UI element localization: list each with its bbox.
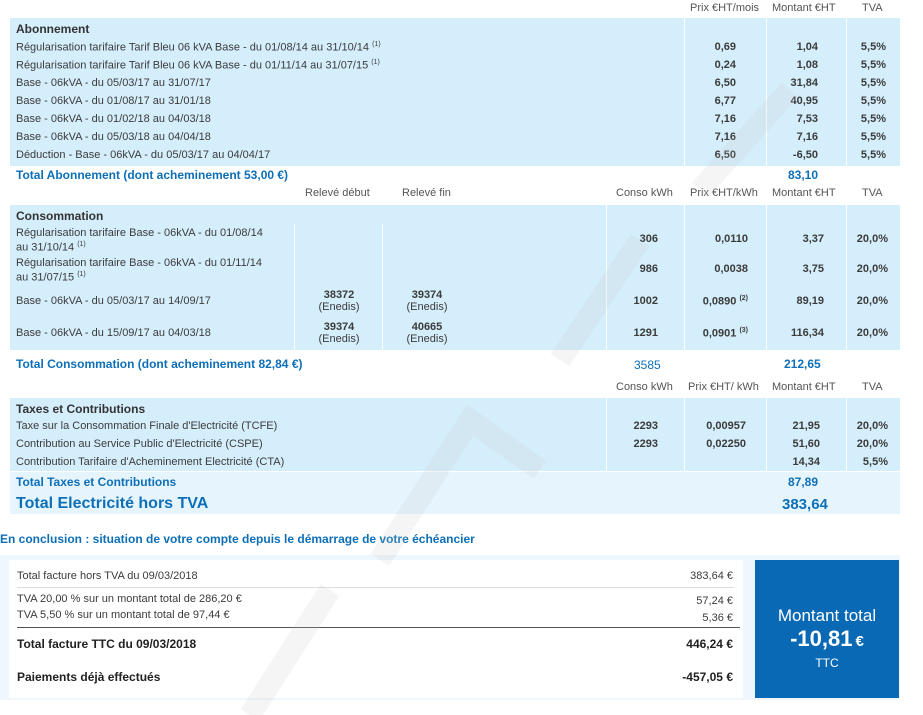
- header-montant-taxes: Montant €HT: [772, 381, 836, 393]
- consommation-row-releve-debut: [296, 289, 382, 313]
- consommation-row-montant: 116,34: [790, 327, 824, 339]
- abonnement-row-prix: 7,16: [714, 131, 736, 143]
- abonnement-row-text: Base - 06kVA - du 05/03/18 au 04/04/18: [16, 131, 211, 143]
- releve-fin-value: 39374: [411, 289, 443, 301]
- releve-fin-source: (Enedis): [406, 301, 448, 313]
- abonnement-row-tva: 5,5%: [860, 95, 886, 107]
- consommation-row-tva: 20,0%: [856, 263, 888, 275]
- abonnement-row-label: [16, 131, 211, 143]
- abonnement-row-montant: 1,04: [796, 41, 818, 53]
- conclusion-ttc-label: Total facture TTC du 09/03/2018: [17, 637, 197, 651]
- abonnement-row-label: [16, 77, 211, 89]
- taxes-title: Taxes et Contributions: [16, 402, 146, 416]
- taxes-row-tva: 20,0%: [856, 420, 888, 432]
- header-montant: Montant €HT: [772, 2, 836, 14]
- taxes-total-label: Total Taxes et Contributions: [16, 475, 177, 489]
- consommation-total-value: 212,65: [784, 357, 821, 371]
- consommation-row-note: (1): [77, 241, 86, 248]
- consommation-row-text2: au 31/07/15: [16, 271, 75, 284]
- abonnement-row-tva: 5,5%: [860, 149, 886, 161]
- abonnement-row-prix: 6,50: [714, 77, 736, 89]
- header-prix-mois: Prix €HT/mois: [690, 2, 760, 14]
- abonnement-row-label: [16, 59, 380, 72]
- consommation-row-conso: 1291: [633, 327, 658, 339]
- abonnement-row-tva: 5,5%: [860, 41, 886, 53]
- abonnement-row-montant: -6,50: [792, 149, 818, 161]
- abonnement-total-label: Total Abonnement (dont acheminement 53,00 €): [16, 168, 289, 182]
- taxes-row-tva: 5,5%: [862, 456, 888, 468]
- abonnement-row-text: Déduction - Base - 06kVA - du 05/03/17 au 04/04/17: [16, 149, 271, 161]
- abonnement-title: Abonnement: [16, 22, 90, 36]
- consommation-row-conso: 1002: [633, 295, 658, 307]
- montant-total-title: Montant total: [777, 606, 877, 625]
- header-prix-kwh: Prix €HT/kWh: [690, 187, 758, 199]
- montant-total-amount-line: [755, 626, 899, 652]
- consommation-row-tva: 20,0%: [856, 327, 888, 339]
- consommation-total-conso: 3585: [634, 358, 661, 372]
- abonnement-row-text: Régularisation tarifaire Tarif Bleu 06 kVA Base - du 01/11/14 au 31/07/15: [16, 59, 369, 72]
- header-tva-taxes: TVA: [862, 381, 883, 393]
- abonnement-row-montant: 31,84: [790, 77, 818, 89]
- consommation-row-prix: [686, 295, 748, 308]
- abonnement-row-prix: 6,77: [714, 95, 736, 107]
- consommation-row-prix-value: 0,0110: [714, 233, 748, 245]
- taxes-row-label: Taxe sur la Consommation Finale d'Electricité (TCFE): [16, 420, 278, 432]
- consommation-row-conso: 986: [639, 263, 658, 275]
- taxes-row-montant: 14,34: [792, 456, 820, 468]
- abonnement-total-value: 83,10: [788, 168, 819, 182]
- conclusion-row-tva20-value: 57,24 €: [696, 595, 733, 607]
- abonnement-row-note: (1): [372, 41, 381, 48]
- consommation-row-prix-note: (3): [739, 327, 748, 334]
- consommation-total-label: Total Consommation (dont acheminement 82,84 €): [16, 357, 303, 371]
- taxes-row-montant: 51,60: [792, 438, 820, 450]
- header-releve-fin: Relevé fin: [402, 187, 451, 199]
- consommation-row-montant: 3,75: [802, 263, 824, 275]
- taxes-row-label: Contribution Tarifaire d'Acheminement Electricité (CTA): [16, 456, 285, 468]
- taxes-row-label: Contribution au Service Public d'Electricité (CSPE): [16, 438, 263, 450]
- montant-total-amount: -10,81: [790, 626, 853, 651]
- consommation-row-prix: [686, 263, 748, 275]
- abonnement-row-note: (1): [371, 59, 380, 66]
- abonnement-row-text: Régularisation tarifaire Tarif Bleu 06 kVA Base - du 01/08/14 au 31/10/14: [16, 41, 370, 54]
- conclusion-row-tva55-value: 5,36 €: [702, 612, 733, 624]
- conclusion-row-tva55-label: TVA 5,50 % sur un montant total de 97,44 €: [17, 609, 230, 621]
- header-conso-taxes: Conso kWh: [616, 381, 673, 393]
- conclusion-heading: En conclusion : situation de votre compte depuis le démarrage de votre échéancier: [0, 532, 475, 546]
- taxes-row-prix: 0,02250: [706, 438, 746, 450]
- header-releve-debut: Relevé début: [305, 187, 370, 199]
- header-conso: Conso kWh: [616, 187, 673, 199]
- montant-total-box: [755, 560, 899, 698]
- consommation-row-prix-value: 0,0890: [702, 295, 737, 308]
- header-tva: TVA: [862, 2, 883, 14]
- abonnement-row-text: Base - 06kVA - du 01/02/18 au 04/03/18: [16, 113, 211, 125]
- abonnement-row-prix: 0,69: [714, 41, 736, 53]
- consommation-row-prix-note: (2): [739, 295, 748, 302]
- taxes-row-prix: 0,00957: [706, 420, 746, 432]
- abonnement-row-label: [16, 113, 211, 125]
- consommation-row-releve-debut: [296, 321, 382, 345]
- consommation-row-tva: 20,0%: [856, 295, 888, 307]
- taxes-row-tva: 20,0%: [856, 438, 888, 450]
- consommation-row-conso: 306: [639, 233, 658, 245]
- taxes-row-conso: 2293: [633, 438, 658, 450]
- conclusion-ttc-value: 446,24 €: [686, 637, 733, 651]
- taxes-row-montant: 21,95: [792, 420, 820, 432]
- conclusion-paiements-label: Paiements déjà effectués: [17, 670, 161, 684]
- abonnement-row-tva: 5,5%: [860, 59, 886, 71]
- montant-total-suffix: TTC: [815, 656, 839, 670]
- header-montant-conso: Montant €HT: [772, 187, 836, 199]
- abonnement-row-label: [16, 41, 381, 54]
- consommation-row-text: Régularisation tarifaire Base - 06kVA - du 01/08/14: [16, 227, 263, 239]
- abonnement-row-prix: 7,16: [714, 113, 736, 125]
- consommation-title: Consommation: [16, 209, 104, 223]
- consommation-row-releve-fin: [384, 289, 470, 313]
- consommation-row-tva: 20,0%: [856, 233, 888, 245]
- conclusion-row-tva20-label: TVA 20,00 % sur un montant total de 286,20 €: [17, 593, 242, 605]
- montant-total-currency: €: [855, 633, 864, 650]
- abonnement-row-label: [16, 95, 211, 107]
- total-ht-label: Total Electricité hors TVA: [16, 495, 209, 512]
- consommation-row-prix-value: 0,0038: [714, 263, 748, 275]
- total-ht-value: 383,64: [782, 496, 828, 513]
- abonnement-row-tva: 5,5%: [860, 113, 886, 125]
- header-tva-conso: TVA: [862, 187, 883, 199]
- conclusion-paiements-value: -457,05 €: [682, 670, 733, 684]
- abonnement-row-label: [16, 149, 270, 161]
- consommation-row-montant: 3,37: [802, 233, 824, 245]
- releve-debut-source: (Enedis): [318, 333, 360, 345]
- consommation-row-releve-fin: [384, 321, 470, 345]
- header-prix-taxes: Prix €HT/ kWh: [688, 381, 759, 393]
- consommation-row-prix-value: 0,0901: [702, 327, 737, 340]
- consommation-row-text: Base - 06kVA - du 15/09/17 au 04/03/18: [16, 327, 211, 339]
- abonnement-row-montant: 40,95: [790, 95, 818, 107]
- consommation-row-text: Régularisation tarifaire Base - 06kVA - du 01/11/14: [16, 257, 263, 269]
- consommation-row-text: Base - 06kVA - du 05/03/17 au 14/09/17: [16, 295, 211, 307]
- abonnement-row-prix: 0,24: [714, 59, 736, 71]
- consommation-row-note: (1): [77, 271, 86, 278]
- consommation-row-montant: 89,19: [796, 295, 824, 307]
- abonnement-row-tva: 5,5%: [860, 131, 886, 143]
- conclusion-row-ht-value: 383,64 €: [690, 570, 733, 582]
- abonnement-row-montant: 7,16: [796, 131, 818, 143]
- releve-fin-value: 40665: [411, 321, 443, 333]
- releve-fin-source: (Enedis): [406, 333, 448, 345]
- releve-debut-source: (Enedis): [318, 301, 360, 313]
- consommation-row-prix: [686, 233, 748, 245]
- consommation-row-label: [16, 327, 291, 339]
- consommation-row-prix: [686, 327, 748, 340]
- taxes-total-value: 87,89: [788, 475, 819, 489]
- conclusion-row-ht-label: Total facture hors TVA du 09/03/2018: [17, 570, 198, 582]
- abonnement-row-montant: 1,08: [796, 59, 818, 71]
- releve-debut-value: 39374: [323, 321, 355, 333]
- consommation-row-label: [16, 227, 291, 254]
- abonnement-row-prix: 6,50: [714, 149, 736, 161]
- abonnement-row-text: Base - 06kVA - du 01/08/17 au 31/01/18: [16, 95, 211, 107]
- abonnement-row-text: Base - 06kVA - du 05/03/17 au 31/07/17: [16, 77, 211, 89]
- consommation-row-label: [16, 257, 291, 284]
- consommation-row-label: [16, 295, 291, 307]
- taxes-row-conso: 2293: [633, 420, 658, 432]
- consommation-row-text2: au 31/10/14: [16, 241, 75, 254]
- releve-debut-value: 38372: [323, 289, 355, 301]
- abonnement-row-tva: 5,5%: [860, 77, 886, 89]
- abonnement-row-montant: 7,53: [796, 113, 818, 125]
